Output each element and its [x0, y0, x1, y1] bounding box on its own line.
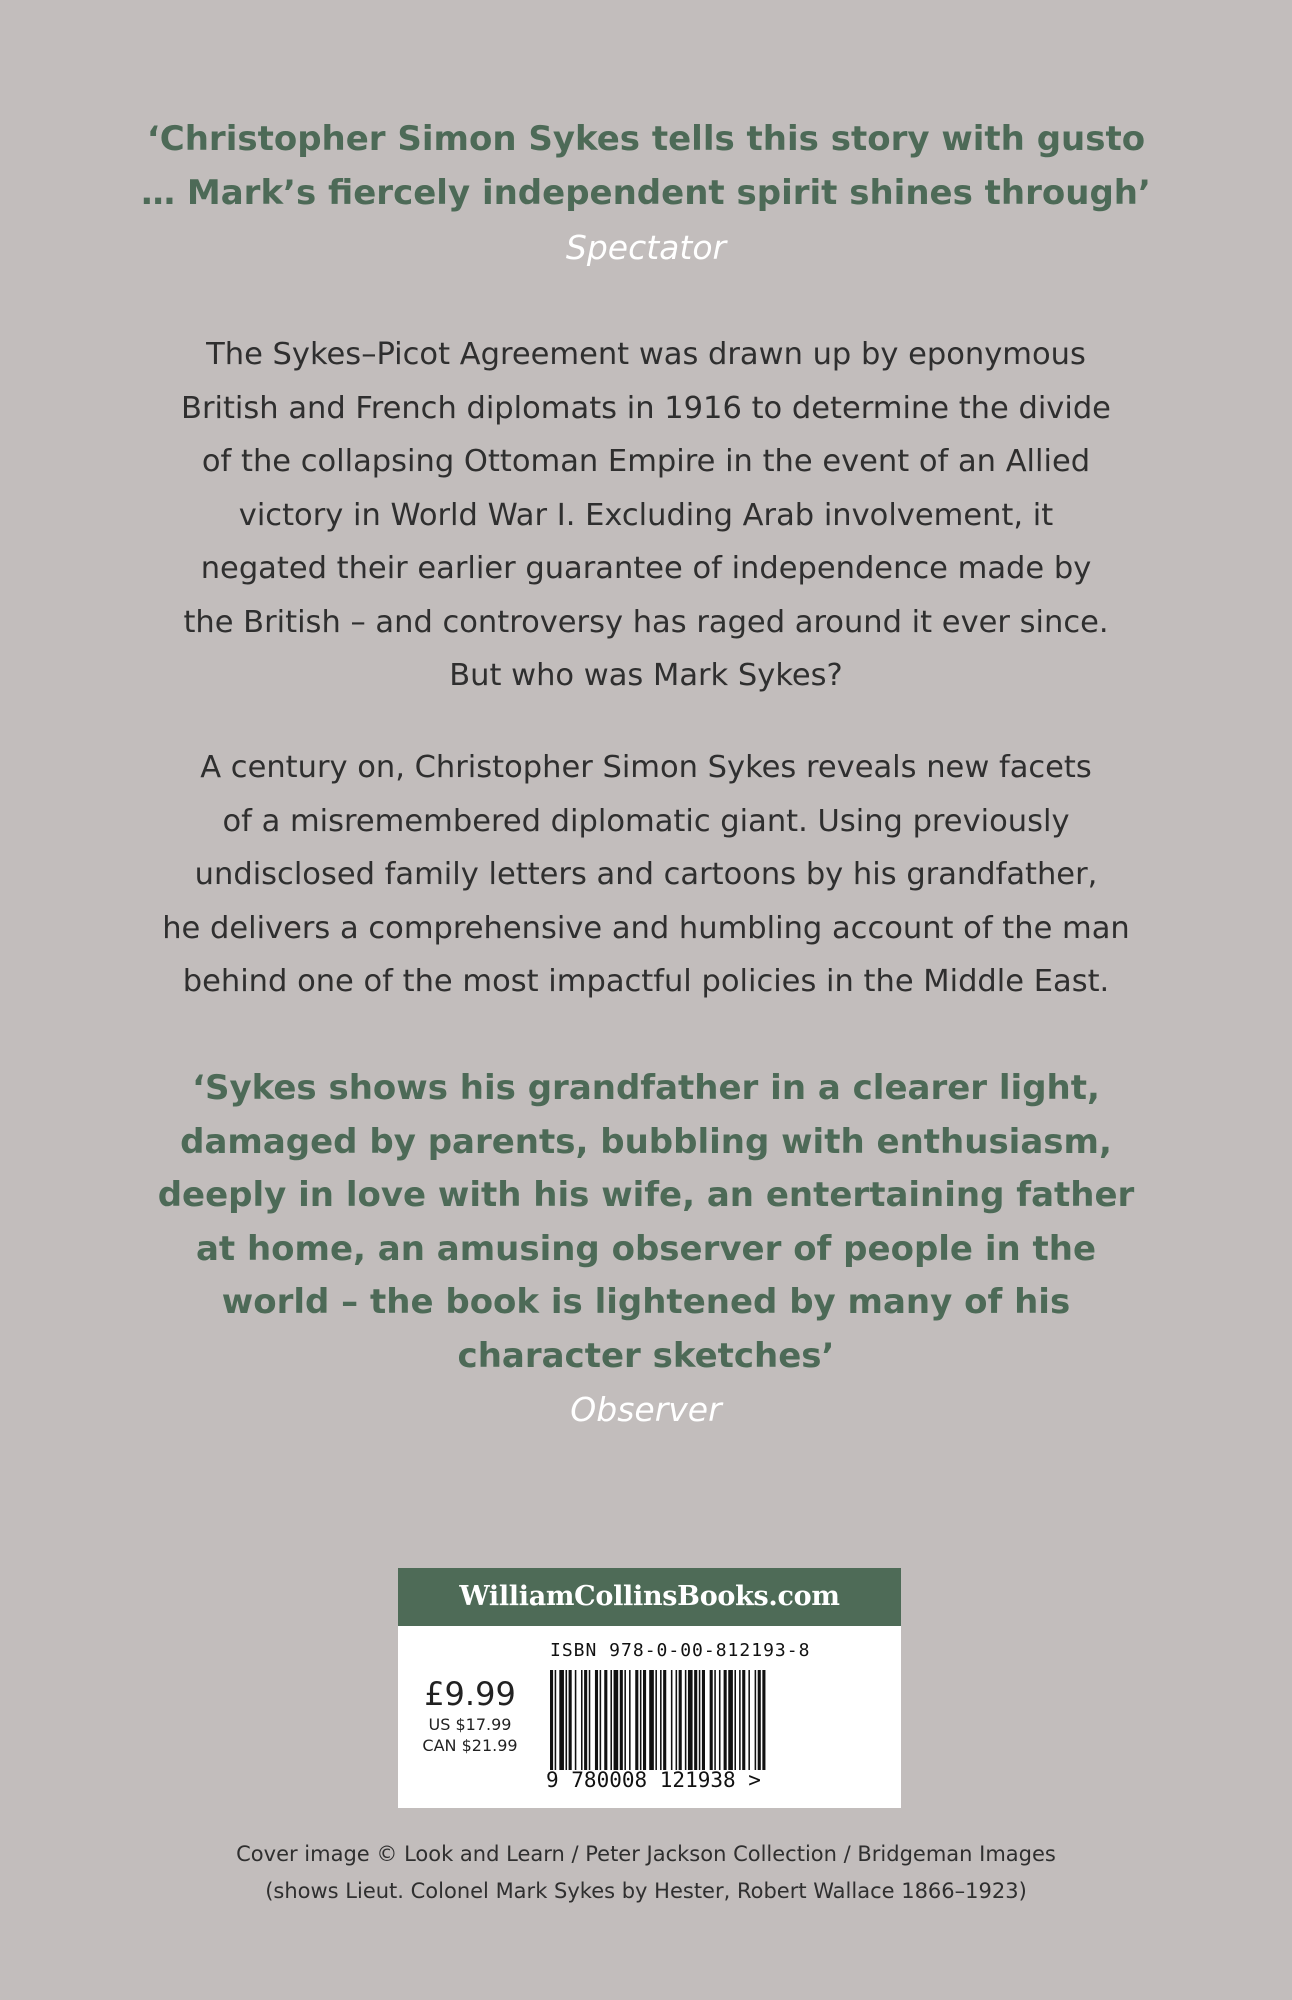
barcode-bar [734, 1670, 736, 1770]
barcode-bar [699, 1670, 701, 1770]
barcode-bar [604, 1670, 607, 1770]
quote-line: damaged by parents, bubbling with enthusiasm, [180, 1121, 1112, 1162]
quote-source-observer: Observer [570, 1390, 722, 1429]
blurb-line: negated their earlier guarantee of independence made by [200, 551, 1092, 586]
barcode-bar [694, 1670, 697, 1770]
barcode-bar [714, 1670, 716, 1770]
barcode-bar [614, 1670, 619, 1770]
barcode-bar [581, 1670, 583, 1770]
blurb-line: The Sykes–Picot Agreement was drawn up by eponymous [206, 337, 1086, 372]
blurb-line: behind one of the most impactful policies in the Middle East. [182, 964, 1110, 999]
quote-line: … Mark’s fiercely independent spirit shines through’ [141, 172, 1151, 213]
barcode-bar [762, 1670, 765, 1770]
price-uk: £9.99 [424, 1675, 516, 1713]
blurb-line: of a misremembered diplomatic giant. Using previously [222, 803, 1070, 839]
barcode-bar [739, 1670, 741, 1770]
barcode-bar [724, 1670, 727, 1770]
credit-line: Cover image © Look and Learn / Peter Jackson Collection / Bridgeman Images [236, 1842, 1056, 1866]
quote-line: ‘Christopher Simon Sykes tells this story with gusto [146, 119, 1146, 159]
barcode-bar [595, 1670, 598, 1770]
barcode-bar [610, 1670, 612, 1770]
barcode-bar [629, 1670, 631, 1770]
price-us: US $17.99 [428, 1715, 512, 1734]
review-quote-spectator [0, 113, 1292, 220]
barcode-bar [655, 1670, 657, 1770]
barcode-bar [702, 1670, 705, 1770]
blurb-paragraph-2 [0, 741, 1292, 1009]
barcode-bar [676, 1670, 678, 1770]
blurb-line: undisclosed family letters and cartoons by his grandfather, [194, 857, 1098, 892]
barcode-bar [566, 1670, 568, 1770]
blurb-line: he delivers a comprehensive and humbling account of the man [162, 910, 1130, 946]
barcode-bar [575, 1670, 577, 1770]
barcode-bar [624, 1670, 626, 1770]
quote-line: deeply in love with his wife, an entertaining father [157, 1175, 1135, 1215]
barcode-icon [548, 1670, 818, 1770]
barcode-digits: 9 780008 121938 > [546, 1768, 761, 1792]
blurb-line: victory in World War I. Excluding Arab involvement, it [238, 497, 1054, 533]
barcode-bar [620, 1670, 623, 1770]
barcode-bar [728, 1670, 733, 1770]
barcode-bar [569, 1670, 572, 1770]
barcode-bar [679, 1670, 682, 1770]
quote-line: world – the book is lightened by many of his [221, 1282, 1071, 1322]
barcode-bar [559, 1670, 564, 1770]
barcode-bar [584, 1670, 587, 1770]
quote-line: at home, an amusing observer of people in the [195, 1228, 1097, 1269]
barcode-bar [640, 1670, 642, 1770]
barcode-bar [649, 1670, 654, 1770]
barcode-bar [550, 1670, 553, 1770]
barcode-bar [710, 1670, 713, 1770]
barcode-panel [398, 1568, 901, 1808]
barcode-bar [685, 1670, 687, 1770]
blurb-line: of the collapsing Ottoman Empire in the event of an Allied [201, 444, 1091, 479]
price-block [420, 1674, 520, 1756]
blurb-line: British and French diplomats in 1916 to determine the divide [181, 390, 1111, 426]
blurb-paragraph-1 [0, 328, 1292, 703]
barcode-bar [748, 1670, 750, 1770]
quote-line: ‘Sykes shows his grandfather in a clearer light, [192, 1068, 1100, 1108]
barcode-bar [671, 1670, 673, 1770]
blurb-line: A century on, Christopher Simon Sykes reveals new facets [200, 750, 1092, 785]
barcode-bar [663, 1670, 666, 1770]
blurb-line: the British – and controversy has raged around it ever since. [183, 604, 1109, 640]
barcode-bar [755, 1670, 757, 1770]
blurb-line: But who was Mark Sykes? [449, 658, 843, 693]
barcode-bar [742, 1670, 745, 1770]
barcode-bar [688, 1670, 693, 1770]
barcode-bar [635, 1670, 638, 1770]
review-quote-observer [0, 1062, 1292, 1383]
price-can: CAN $21.99 [422, 1736, 518, 1755]
barcode-bar [758, 1670, 761, 1770]
barcode-bar [719, 1670, 721, 1770]
cover-image-credit [0, 1836, 1292, 1910]
quote-line: character sketches’ [457, 1335, 835, 1376]
barcode-bar [600, 1670, 602, 1770]
barcode-bar [555, 1670, 557, 1770]
quote-source-spectator: Spectator [565, 228, 727, 267]
publisher-website: WilliamCollinsBooks.com [398, 1568, 901, 1626]
isbn-label: ISBN 978-0-00-812193-8 [550, 1640, 811, 1661]
credit-line: (shows Lieut. Colonel Mark Sykes by Hester, Robert Wallace 1866–1923) [265, 1879, 1027, 1903]
barcode-bar [589, 1670, 591, 1770]
barcode-bar [660, 1670, 662, 1770]
barcode-bar [643, 1670, 646, 1770]
